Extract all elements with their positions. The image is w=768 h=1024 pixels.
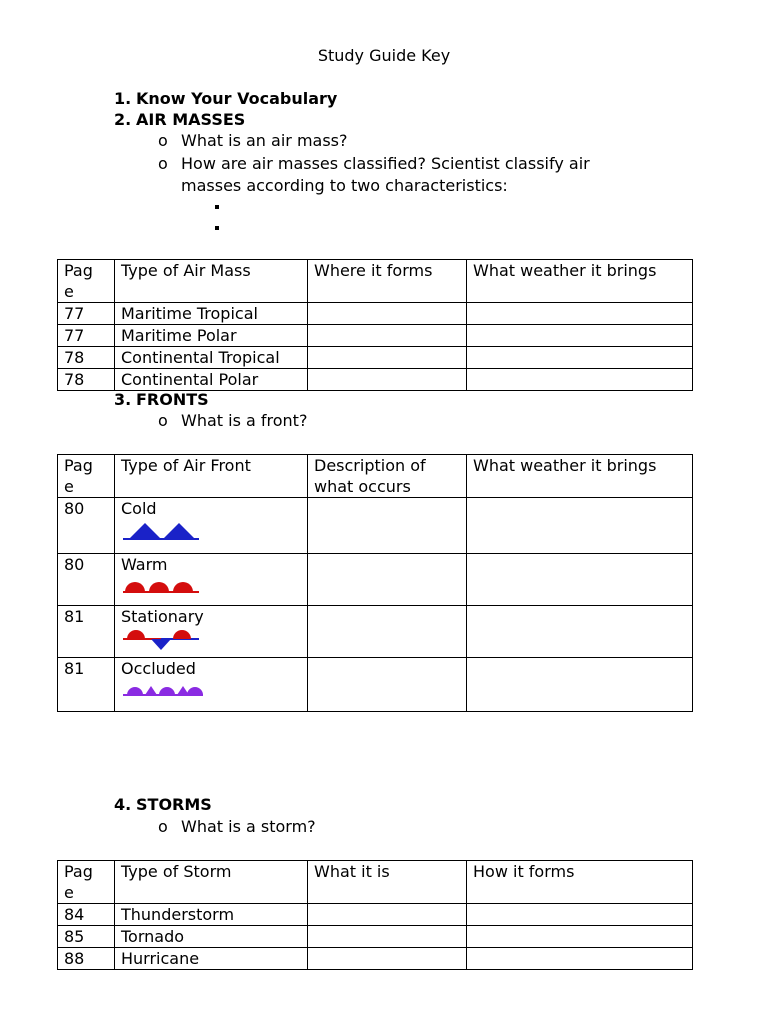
bullet-marker: o: [158, 411, 168, 430]
section-vocabulary-heading: [114, 89, 337, 108]
empty-cell[interactable]: [467, 926, 693, 948]
section-air-masses-heading: [114, 110, 245, 129]
storm-question-1: [158, 816, 316, 838]
empty-cell[interactable]: [467, 948, 693, 970]
page-cell: 84: [58, 904, 115, 926]
question-text: How are air masses classified? Scientist classify air: [181, 154, 590, 173]
empty-cell[interactable]: [467, 325, 693, 347]
empty-cell[interactable]: [308, 303, 467, 325]
empty-cell[interactable]: [467, 303, 693, 325]
page-cell: 85: [58, 926, 115, 948]
table-row: [58, 498, 693, 554]
empty-cell[interactable]: [467, 606, 693, 658]
section-title: FRONTS: [136, 390, 209, 409]
header-how-it-forms: How it forms: [467, 861, 693, 904]
table-row: [58, 554, 693, 606]
page-title: Study Guide Key: [317, 46, 451, 65]
cold-front-icon: [121, 521, 201, 541]
warm-front-icon: [121, 577, 201, 593]
empty-cell[interactable]: [308, 347, 467, 369]
header-what-it-is: What it is: [308, 861, 467, 904]
type-cell: [115, 498, 308, 554]
header-page: Pag e: [58, 455, 115, 498]
storm-table: [57, 860, 693, 970]
type-cell: [115, 554, 308, 606]
empty-cell[interactable]: [308, 948, 467, 970]
page-cell: 81: [58, 658, 115, 712]
page-cell: 77: [58, 325, 115, 347]
empty-cell[interactable]: [467, 904, 693, 926]
header-type: Type of Storm: [115, 861, 308, 904]
square-bullet: [215, 205, 219, 209]
front-type-label: Occluded: [121, 659, 196, 678]
empty-cell[interactable]: [467, 554, 693, 606]
section-title: AIR MASSES: [136, 110, 246, 129]
question-text: What is a front?: [181, 411, 308, 430]
front-table: [57, 454, 693, 712]
type-cell: Maritime Tropical: [115, 303, 308, 325]
table-header-row: [58, 260, 693, 303]
front-question-1: [158, 410, 307, 432]
type-cell: Continental Polar: [115, 369, 308, 391]
empty-cell[interactable]: [467, 658, 693, 712]
section-number: 3.: [114, 390, 132, 409]
empty-cell[interactable]: [308, 325, 467, 347]
header-where: Where it forms: [308, 260, 467, 303]
section-title: Know Your Vocabulary: [136, 89, 338, 108]
header-weather: What weather it brings: [467, 455, 693, 498]
type-cell: Hurricane: [115, 948, 308, 970]
bullet-marker: o: [158, 154, 168, 173]
square-bullet: [215, 226, 219, 230]
empty-cell[interactable]: [467, 347, 693, 369]
bullet-marker: o: [158, 131, 168, 150]
header-page: Pag e: [58, 260, 115, 303]
question-text: What is an air mass?: [181, 131, 348, 150]
question-text-continued: masses according to two characteristics:: [181, 176, 508, 195]
table-header-row: [58, 861, 693, 904]
table-row: [58, 948, 693, 970]
empty-cell[interactable]: [467, 369, 693, 391]
front-type-label: Warm: [121, 555, 168, 574]
empty-cell[interactable]: [308, 554, 467, 606]
page-cell: 77: [58, 303, 115, 325]
empty-cell[interactable]: [308, 498, 467, 554]
header-weather: What weather it brings: [467, 260, 693, 303]
empty-cell[interactable]: [308, 369, 467, 391]
front-type-label: Cold: [121, 499, 157, 518]
section-fronts-heading: [114, 390, 209, 409]
table-header-row: [58, 455, 693, 498]
type-cell: [115, 606, 308, 658]
type-cell: Tornado: [115, 926, 308, 948]
table-row: [58, 904, 693, 926]
section-storms-heading: [114, 795, 212, 814]
section-number: 1.: [114, 89, 132, 108]
page-cell: 80: [58, 498, 115, 554]
header-type: Type of Air Mass: [115, 260, 308, 303]
table-row: [58, 606, 693, 658]
page-cell: 81: [58, 606, 115, 658]
empty-cell[interactable]: [308, 606, 467, 658]
type-cell: Maritime Polar: [115, 325, 308, 347]
table-row: [58, 926, 693, 948]
section-title: STORMS: [136, 795, 212, 814]
empty-cell[interactable]: [308, 904, 467, 926]
page-cell: 78: [58, 347, 115, 369]
empty-cell[interactable]: [308, 658, 467, 712]
empty-cell[interactable]: [467, 498, 693, 554]
page-cell: 78: [58, 369, 115, 391]
front-type-label: Stationary: [121, 607, 204, 626]
air-mass-table: [57, 259, 693, 391]
bullet-marker: o: [158, 817, 168, 836]
type-cell: Thunderstorm: [115, 904, 308, 926]
type-cell: [115, 658, 308, 712]
table-row: [58, 347, 693, 369]
page-cell: 88: [58, 948, 115, 970]
occluded-front-icon: [121, 681, 205, 697]
table-row: [58, 303, 693, 325]
header-description: Description of what occurs: [308, 455, 467, 498]
table-row: [58, 325, 693, 347]
section-number: 2.: [114, 110, 132, 129]
stationary-front-icon: [121, 629, 201, 651]
page-cell: 80: [58, 554, 115, 606]
table-row: [58, 658, 693, 712]
question-text: What is a storm?: [181, 817, 316, 836]
header-page: Pag e: [58, 861, 115, 904]
air-mass-question-2: [158, 153, 590, 197]
empty-cell[interactable]: [308, 926, 467, 948]
air-mass-question-1: [158, 130, 348, 152]
table-row: [58, 369, 693, 391]
type-cell: Continental Tropical: [115, 347, 308, 369]
header-type: Type of Air Front: [115, 455, 308, 498]
section-number: 4.: [114, 795, 132, 814]
